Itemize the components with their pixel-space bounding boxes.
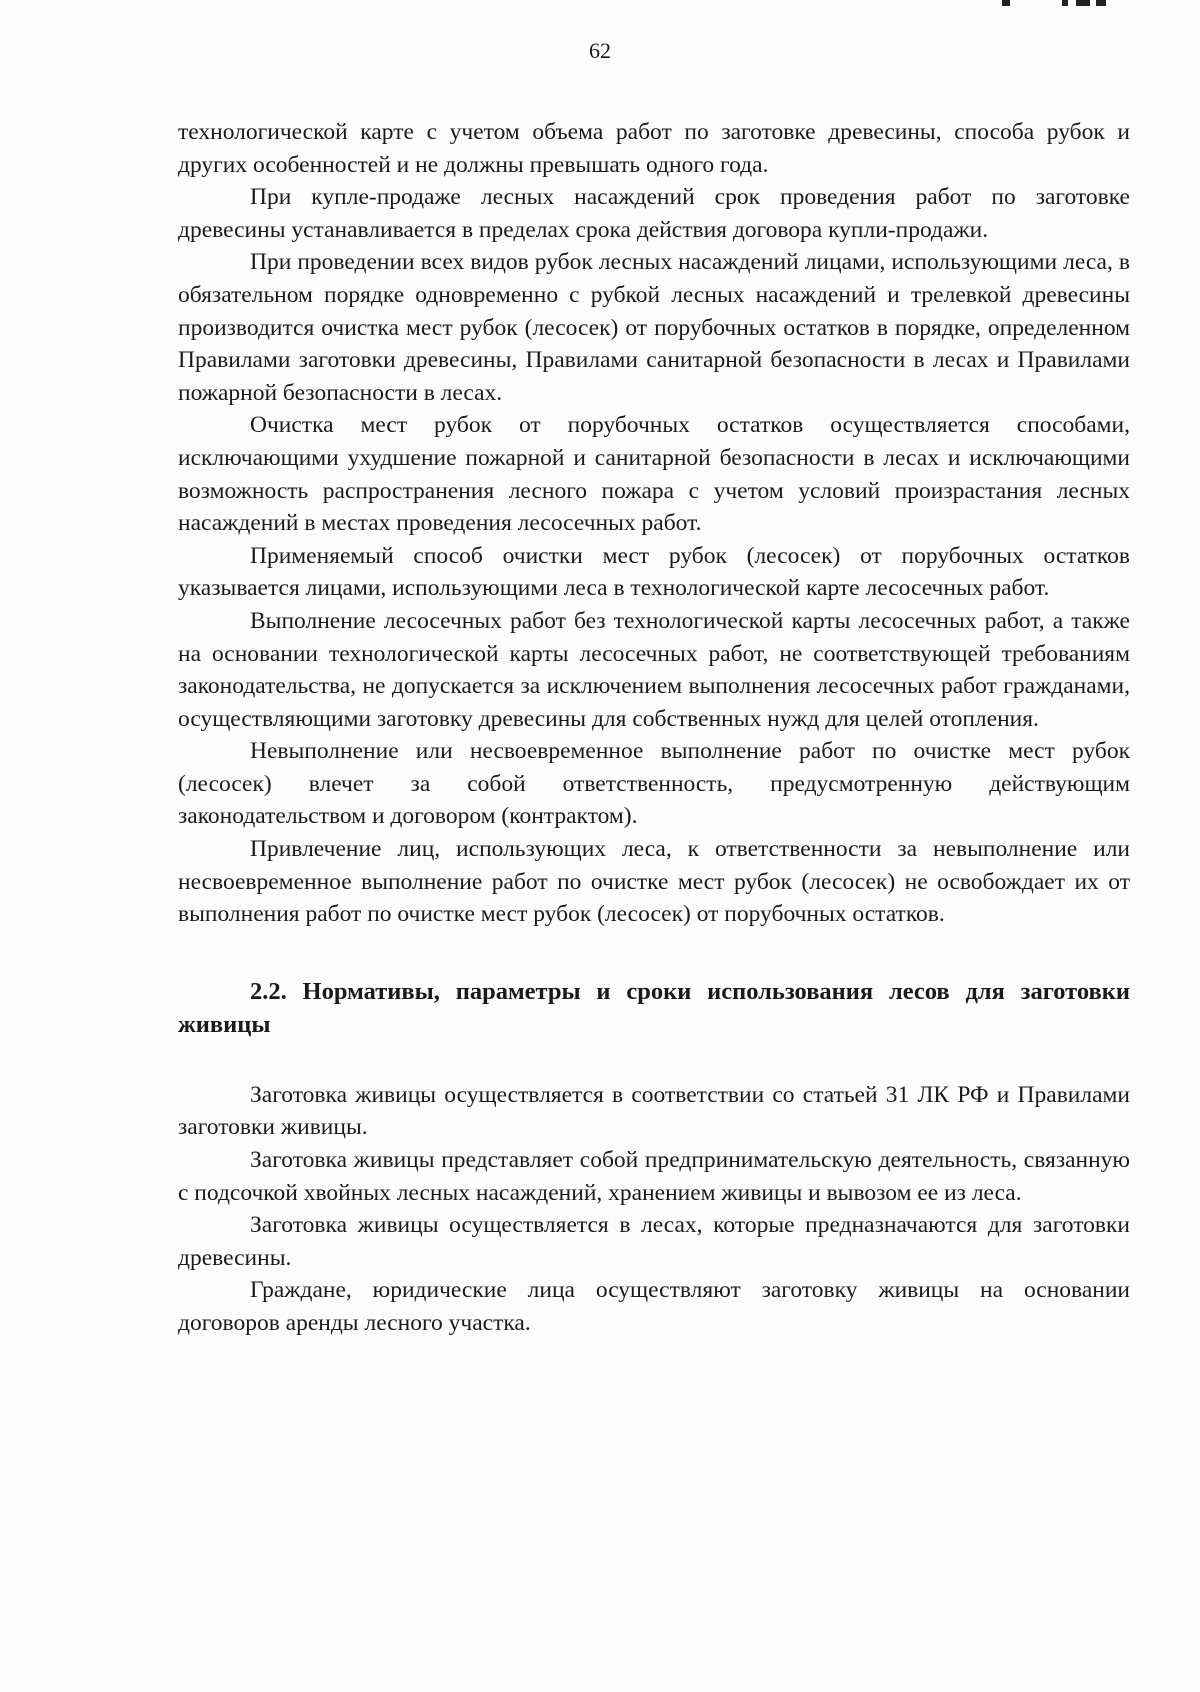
paragraph: При купле-продаже лесных насаждений срок проведения работ по заготовке древесины устанавливается в пределах срока действия договора купли-продажи.: [178, 184, 1130, 243]
paragraph: Граждане, юридические лица осуществляют заготовку живицы на основании договоров аренды лесного участка.: [178, 1277, 1130, 1336]
paragraph: Привлечение лиц, использующих леса, к ответственности за невыполнение или несвоевременное выполнение работ по очистке мест рубок (лесосек) не освобождает их от выполнения работ по очистке мест рубок (лесосек) от порубочных остатков.: [178, 836, 1130, 928]
paragraph: технологической карте с учетом объема работ по заготовке древесины, способа рубок и других особенностей и не должны превышать одного года.: [178, 119, 1130, 178]
document-body: [178, 116, 1130, 1340]
paragraph: Заготовка живицы осуществляется в лесах, которые предназначаются для заготовки древесины.: [178, 1212, 1130, 1271]
section-heading: 2.2. Нормативы, параметры и сроки использования лесов для заготовки живицы: [178, 977, 1130, 1038]
paragraph: Применяемый способ очистки мест рубок (лесосек) от порубочных остатков указывается лицами, использующими леса в технологической карте лесосечных работ.: [178, 542, 1130, 602]
paragraph: Невыполнение или несвоевременное выполнение работ по очистке мест рубок (лесосек) влечет за собой ответственность, предусмотренную действующим законодательством и договором (контрактом).: [178, 738, 1130, 830]
paragraph: Заготовка живицы осуществляется в соответствии со статьей 31 ЛК РФ и Правилами заготовки живицы.: [178, 1081, 1130, 1141]
paragraph: Очистка мест рубок от порубочных остатков осуществляется способами, исключающими ухудшение пожарной и санитарной безопасности в лесах и исключающими возможность распространения лесного пожара с учетом условий произрастания лесных насаждений в местах проведения лесосечных работ.: [178, 412, 1130, 537]
paragraph: Заготовка живицы представляет собой предпринимательскую деятельность, связанную с подсочкой хвойных лесных насаждений, хранением живицы и вывозом ее из леса.: [178, 1147, 1130, 1206]
page-number: 62: [589, 38, 611, 63]
scan-corner-mark: [1002, 0, 1112, 10]
paragraph: При проведении всех видов рубок лесных насаждений лицами, использующими леса, в обязательном порядке одновременно с рубкой лесных насаждений и трелевкой древесины производится очистка мест рубок (лесосек) от порубочных остатков в порядке, определенном Правилами заготовки древесины, Правилами санитарной безопасности в лесах и Правилами пожарной безопасности в лесах.: [178, 249, 1130, 406]
paragraph: Выполнение лесосечных работ без технологической карты лесосечных работ, а также на основании технологической карты лесосечных работ, не соответствующей требованиям законодательства, не допускается за исключением выполнения лесосечных работ гражданами, осуществляющими заготовку древесины для собственных нужд для целей отопления.: [178, 607, 1130, 732]
